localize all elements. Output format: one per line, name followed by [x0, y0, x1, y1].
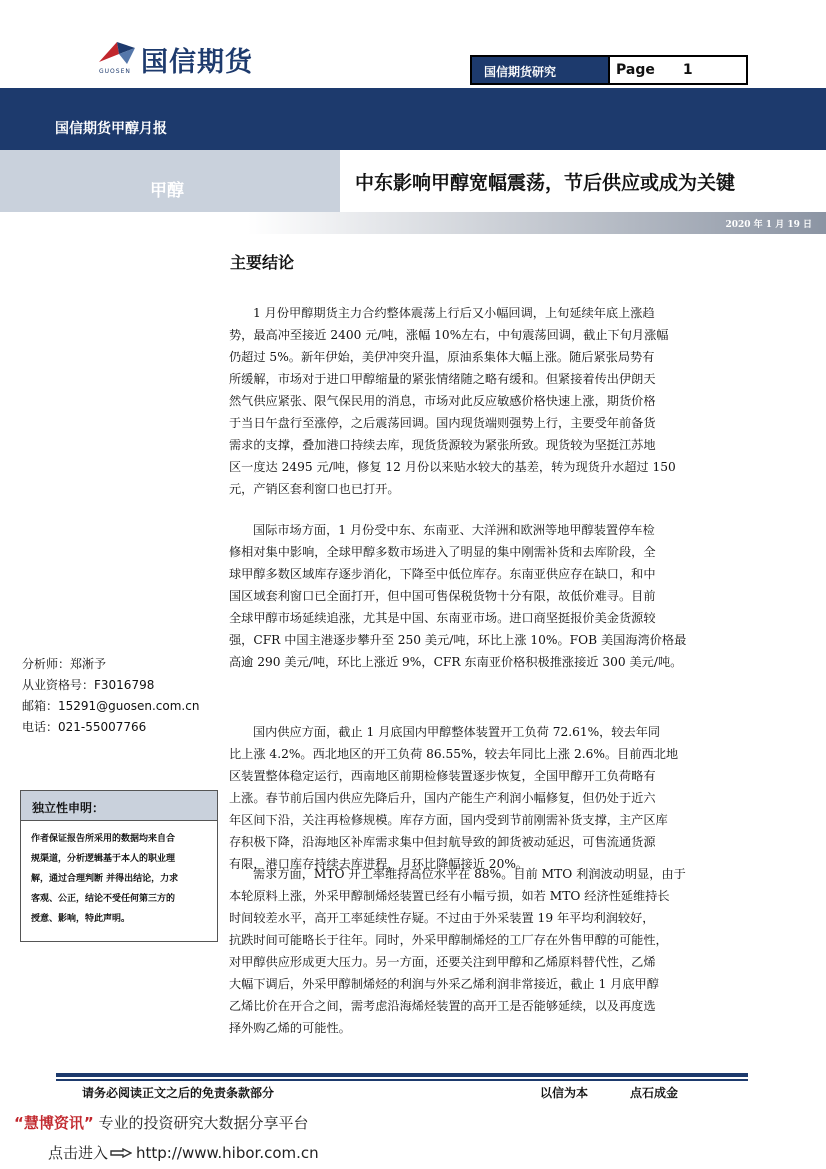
watermark-brand: “慧博资讯”: [14, 1114, 94, 1132]
paragraph-line: 所缓解，市场对于进口甲醇缩量的紧张情绪随之略有缓和。但紧接着传出伊朗天: [229, 372, 656, 386]
paragraph-line: 抗跌时间可能略长于往年。同时，外采甲醇制烯烃的工厂存在外售甲醇的可能性，: [229, 933, 668, 947]
paragraph-line: 择外购乙烯的可能性。: [229, 1021, 351, 1035]
declaration-body: [21, 821, 217, 929]
footer-motto: 以信为本: [540, 1086, 589, 1100]
paragraph-line: 仍超过 5%。新年伊始，美伊冲突升温，原油系集体大幅上涨。随后紧张局势有: [229, 350, 655, 364]
paragraph-line: 年区间下沿，关注再检修规模。库存方面，国内受到节前刚需补货支撑，主产区库: [229, 813, 668, 827]
declaration-line: 规渠道，分析逻辑基于本人的职业理: [31, 854, 176, 864]
section-title: 主要结论: [230, 253, 295, 272]
paragraph-line: 元，产销区套利窗口也已打开。: [229, 482, 400, 496]
logo-text: 国信期货: [141, 47, 253, 78]
page-label: Page: [616, 62, 655, 78]
paragraph-line: 上涨。春节前后国内供应先降后升，国内产能生产利润小幅修复，但仍处于近六: [229, 791, 656, 805]
paragraph-line: 时间较差水平，高开工率延续性存疑。不过由于外采装置 19 年平均利润较好，: [229, 911, 655, 925]
paragraph-line: 需求方面，MTO 开工率维持高位水平在 88%。目前 MTO 利润波动明显，由于: [253, 867, 686, 881]
guosen-logo-mark-icon: [97, 38, 137, 68]
paragraph-line: 势，最高冲至接近 2400 元/吨，涨幅 10%左右，中旬震荡回调，截止下旬月涨幅: [229, 328, 669, 342]
paragraph-international-market: [229, 519, 745, 673]
analyst-license: 从业资格号：F3016798: [22, 678, 155, 692]
watermark-line: [14, 1112, 309, 1133]
watermark-link-prefix: 点击进入: [48, 1144, 109, 1162]
footer-rule-thin: [56, 1079, 748, 1081]
paragraph-market-review: [229, 302, 745, 500]
paragraph-line: 存积极下降，沿海地区补库需求集中但封航导致的卸货被动延迟，可售流通货源: [229, 835, 656, 849]
watermark-link[interactable]: http://www.hibor.com.cn: [136, 1144, 319, 1162]
declaration-line: 解，通过合理判断 并得出结论，力求: [31, 874, 179, 884]
paragraph-line: 国内供应方面，截止 1 月底国内甲醇整体装置开工负荷 72.61%，较去年同: [253, 725, 661, 739]
declaration-line: 作者保证报告所采用的数据均来自合: [31, 834, 176, 844]
analyst-email[interactable]: 邮箱：15291@guosen.com.cn: [22, 699, 200, 713]
report-series: 国信期货甲醇月报: [55, 121, 167, 137]
analyst-name: 分析师：郑淅予: [22, 657, 107, 671]
paragraph-line: 对甲醇供应形成更大压力。另一方面，还要关注到甲醇和乙烯原料替代性，乙烯: [229, 955, 656, 969]
watermark-link-line: [48, 1142, 319, 1163]
paragraph-line: 然气供应紧张、限气保民用的消息，市场对此反应敏感价格快速上涨，期货价格: [229, 394, 656, 408]
paragraph-line: 区装置整体稳定运行，西南地区前期检修装置逐步恢复，全国甲醇开工负荷略有: [229, 769, 656, 783]
research-label: 国信期货研究: [470, 55, 610, 85]
pointing-hand-icon: [110, 1146, 132, 1160]
paragraph-line: 修相对集中影响，全球甲醇多数市场进入了明显的集中刚需补货和去库阶段，全: [229, 545, 656, 559]
paragraph-line: 有限，港口库存持续去库进程，月环比降幅接近 20%。: [229, 857, 529, 871]
logo-subtitle: GUOSEN: [99, 68, 131, 75]
paragraph-line: 强，CFR 中国主港逐步攀升至 250 美元/吨，环比上涨 10%。FOB 美国海湾价格最: [229, 633, 687, 647]
page-indicator: [608, 55, 748, 85]
watermark-tagline: 专业的投资研究大数据分享平台: [93, 1114, 309, 1132]
analyst-phone: 电话：021-55007766: [22, 720, 147, 734]
disclaimer-notice: 请务必阅读正文之后的免责条款部分: [82, 1086, 275, 1100]
paragraph-line: 比上涨 4.2%。西北地区的开工负荷 86.55%，较去年同比上涨 2.6%。目前西北地: [229, 747, 679, 761]
paragraph-demand: [229, 863, 745, 1039]
paragraph-line: 乙烯比价在开合之间，需考虑沿海烯烃装置的高开工是否能够延续，以及再度选: [229, 999, 656, 1013]
footer-rule: [56, 1073, 748, 1077]
declaration-line: 授意、影响，特此声明。: [31, 914, 131, 924]
paragraph-domestic-supply: [229, 721, 745, 875]
report-headline: 中东影响甲醇宽幅震荡，节后供应或成为关键: [355, 172, 736, 194]
date-bar: [0, 212, 826, 234]
page-number: 1: [682, 62, 693, 78]
analyst-info: [22, 654, 199, 738]
paragraph-line: 于当日午盘行至涨停，之后震荡回调。国内现货端则强势上行，主要受年前备货: [229, 416, 656, 430]
guosen-logo: [97, 38, 297, 78]
paragraph-line: 需求的支撑，叠加港口持续去库，现货货源较为紧张所致。现货较为坚挺江苏地: [229, 438, 656, 452]
declaration-line: 客观、公正，结论不受任何第三方的: [31, 894, 176, 904]
footer-motto: 点石成金: [630, 1086, 679, 1100]
paragraph-line: 大幅下调后，外采甲醇制烯烃的利润与外采乙烯利润非常接近，截止 1 月底甲醇: [229, 977, 659, 991]
paragraph-line: 国区域套利窗口已全面打开，但中国可售保税货物十分有限，故低价难寻。目前: [229, 589, 656, 603]
paragraph-line: 球甲醇多数区域库存逐步消化，下降至中低位库存。东南亚供应存在缺口，和中: [229, 567, 656, 581]
report-date: 2020 年 1 月 19 日: [725, 220, 812, 230]
paragraph-line: 区一度达 2495 元/吨，修复 12 月份以来贴水较大的基差，转为现货升水超过 150: [229, 460, 676, 474]
paragraph-line: 1 月份甲醇期货主力合约整体震荡上行后又小幅回调，上旬延续年底上涨趋: [253, 306, 655, 320]
paragraph-line: 本轮原料上涨，外采甲醇制烯烃装置已经有小幅亏损，如若 MTO 经济性延维持长: [229, 889, 670, 903]
declaration-title: 独立性申明：: [21, 791, 217, 821]
independence-declaration: [20, 790, 218, 942]
paragraph-line: 全球甲醇市场延续追涨，尤其是中国、东南亚市场。进口商坚挺报价美金货源较: [229, 611, 656, 625]
paragraph-line: 高逾 290 美元/吨，环比上涨近 9%，CFR 东南亚价格积极推涨接近 300 美元/吨。: [229, 655, 683, 669]
paragraph-line: 国际市场方面，1 月份受中东、东南亚、大洋洲和欧洲等地甲醇装置停车检: [253, 523, 655, 537]
category-label: 甲醇: [150, 181, 184, 201]
